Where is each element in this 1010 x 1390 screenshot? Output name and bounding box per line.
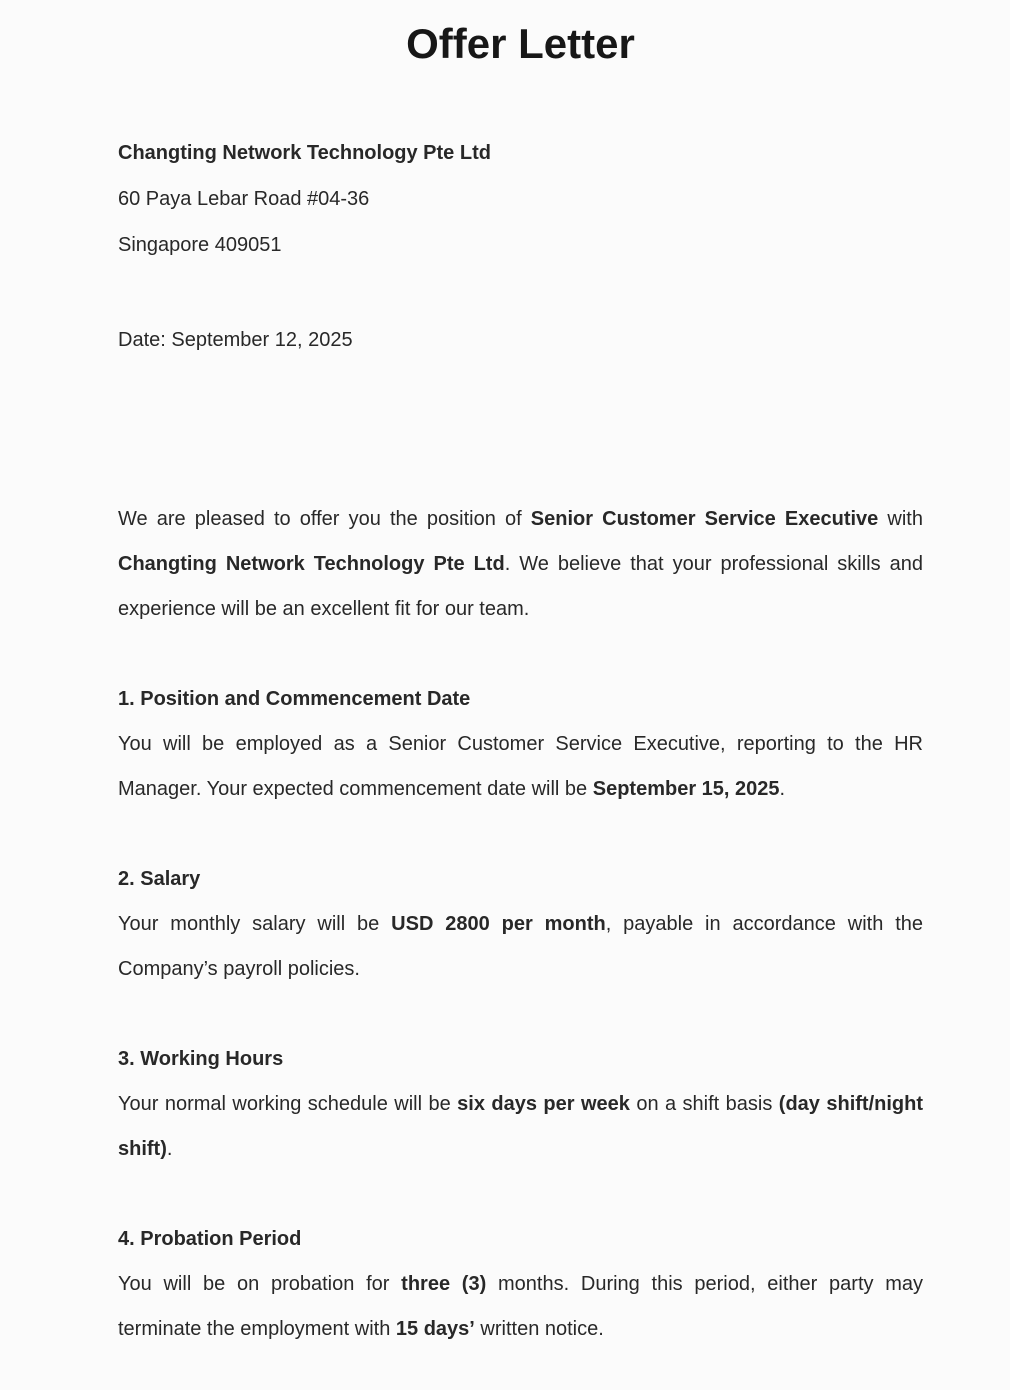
section-3-seg-4: . bbox=[166, 1138, 173, 1160]
intro-seg-1-bold: Senior Customer Service Executive bbox=[530, 508, 879, 530]
section-2-seg-0: Your monthly salary will be bbox=[118, 913, 392, 935]
section-4-body bbox=[118, 1262, 923, 1352]
section-4-seg-3-bold: 15 days’ bbox=[395, 1318, 475, 1340]
section-1-seg-2: . bbox=[779, 778, 786, 800]
section-4-seg-0: You will be on probation for bbox=[118, 1273, 402, 1295]
intro-seg-3-bold: Changting Network Technology Pte Ltd bbox=[118, 553, 505, 575]
section-4-probation-period bbox=[118, 1217, 923, 1352]
section-3-seg-3-bold: (day shift/night shift) bbox=[118, 1093, 923, 1160]
section-4-seg-4: written notice. bbox=[474, 1318, 604, 1340]
section-2-heading: 2. Salary bbox=[118, 868, 201, 890]
section-3-seg-0: Your normal working schedule will be bbox=[118, 1093, 458, 1115]
date-line: Date: September 12, 2025 bbox=[118, 329, 353, 351]
section-1-heading: 1. Position and Commencement Date bbox=[118, 688, 471, 710]
section-4-seg-2: months. During this period, either party may terminate the employment with bbox=[118, 1273, 924, 1340]
section-4-heading: 4. Probation Period bbox=[118, 1228, 302, 1250]
intro-seg-4: . We believe that your professional skills and experience will be an excellent fit for our team. bbox=[118, 553, 923, 620]
section-3-seg-1-bold: six days per week bbox=[457, 1093, 630, 1115]
section-1-seg-1-bold: September 15, 2025 bbox=[592, 778, 780, 800]
address-line-2: Singapore 409051 bbox=[118, 234, 282, 256]
company-name: Changting Network Technology Pte Ltd bbox=[118, 142, 491, 164]
section-3-working-hours bbox=[118, 1037, 923, 1172]
section-2-seg-2: , payable in accordance with the Company’s payroll policies. bbox=[118, 913, 923, 980]
section-3-body bbox=[118, 1082, 923, 1172]
section-1-seg-0: You will be employed as a Senior Customer Service Executive, reporting to the HR Manager. Your expected commencement date will be bbox=[118, 733, 923, 800]
address-line-1: 60 Paya Lebar Road #04-36 bbox=[118, 188, 370, 210]
intro-seg-2: with bbox=[878, 508, 923, 530]
intro-seg-0: We are pleased to offer you the position of bbox=[118, 508, 531, 530]
intro-paragraph bbox=[118, 497, 923, 632]
section-3-seg-2: on a shift basis bbox=[629, 1093, 779, 1115]
section-2-seg-1-bold: USD 2800 per month bbox=[391, 913, 606, 935]
section-2-body bbox=[118, 902, 923, 992]
company-address-block bbox=[118, 130, 923, 268]
section-1-body bbox=[118, 722, 923, 812]
section-1-position-and-commencement-date bbox=[118, 677, 923, 812]
section-2-salary bbox=[118, 857, 923, 992]
document-title: Offer Letter bbox=[406, 20, 635, 67]
section-4-seg-1-bold: three (3) bbox=[401, 1273, 487, 1295]
section-3-heading: 3. Working Hours bbox=[118, 1048, 284, 1070]
